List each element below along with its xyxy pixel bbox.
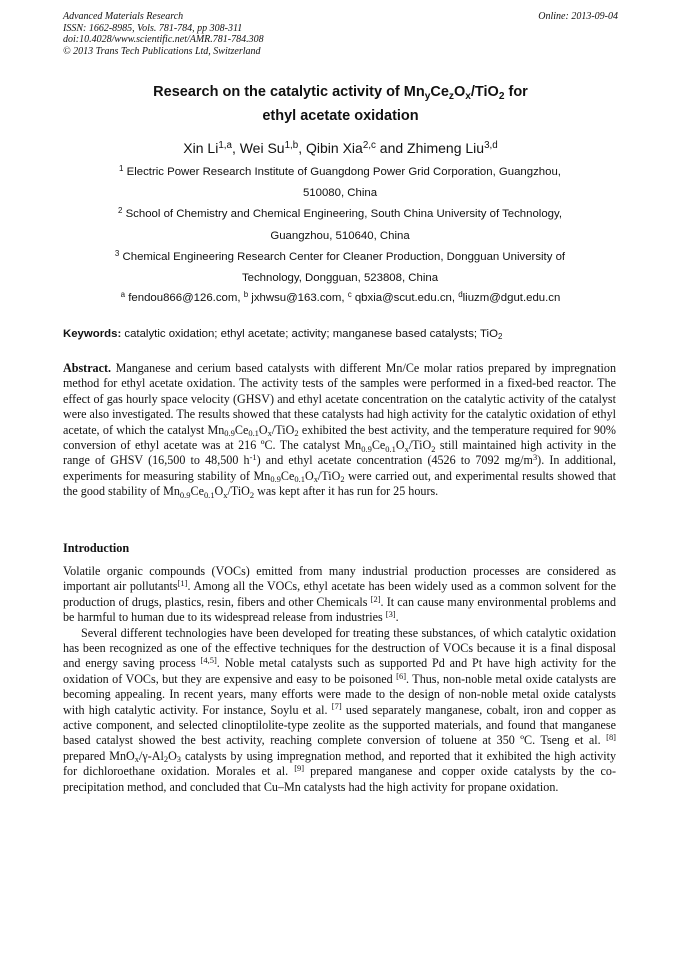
affiliation: $^2$ School of Chemistry and Chemical Engineering, South China University of Technology, (117, 206, 563, 221)
citation: [3] (385, 608, 396, 619)
citation: [2] (370, 593, 381, 604)
affiliation-cont: Guangzhou, 510640, China (270, 229, 410, 242)
section-heading-introduction: Introduction (63, 541, 130, 555)
paragraph: Volatile organic compounds (VOCs) emitted from many industrial production processes are considered as important air pollutants[1]. Among all the VOCs, ethyl acetate has been widely used as a common solvent for the production of drugs, plastics, resin, fibers and other Chemicals [2]. It can cause many environmental problems and be harmful to human due to its widespread release from industries [3]. (63, 564, 617, 625)
keywords: Keywords: catalytic oxidation; ethyl acetate; activity; manganese based catalysts; TiO$_2$ (63, 328, 503, 342)
citation: [9] (294, 763, 305, 774)
author-name: Zhimeng Liu (407, 140, 485, 156)
citation: [8] (606, 732, 616, 743)
citation: [4,5] (200, 655, 217, 666)
author-emails: $^a$ fendou866@126.com, $^b$ jxhwsu@163.com, $^c$ qbxia@scut.edu.cn, $^d$liuzm@dgut.edu.cn (120, 290, 561, 304)
abstract-label: Abstract. (63, 361, 112, 375)
paper-title (63, 80, 618, 128)
citation: [7] (331, 701, 342, 712)
affiliation-cont: 510080, China (302, 187, 378, 200)
affiliation-cont: Technology, Dongguan, 523808, China (241, 272, 439, 285)
abstract-text: Abstract. Manganese and cerium based catalysts with different Mn/Ce molar ratios prepared by impregnation method for ethyl acetate oxidation. The activity tests of the samples were performed in a fixed-bed reactor. The effect of gas hourly space velocity (GHSV) and ethyl acetate concentration on the catalytic activity of the catalyst were also investigated. The results showed that these catalysts had high activity for the catalytic oxidation of ethyl acetate, of which the catalyst $Mn_{0.9}Ce_{0.1}O_x/TiO_2$ exhibited the best activity, and the temperature required for 90% conversion of ethyl acetate was at 216 ºC. The catalyst $Mn_{0.9}Ce_{0.1}O_x/TiO_2$ still maintained high activity in the range of GHSV (16,500 to 48,500 $h^{-1}$) and ethyl acetate concentration (4526 to 7092 $mg/m^3$). In additional, experiments for measuring stability of $Mn_{0.9}Ce_{0.1}O_x/TiO_2$ were carried out, and experimental results showed that the good stability of $Mn_{0.9}Ce_{0.1}O_x/TiO_2$ was kept after it has run for 25 hours. (63, 361, 616, 500)
citation: [1] (177, 578, 188, 589)
online-date: Online: 2013-09-04 (538, 11, 618, 22)
abstract (63, 361, 616, 500)
affiliations (90, 162, 590, 289)
title-line-1: Research on the catalytic activity of $Mn_yCe_zO_x/TiO_2$ for (153, 84, 528, 103)
citation: [6] (396, 670, 407, 681)
doi-line: doi:10.4028/www.scientific.net/AMR.781-784.308 (63, 34, 264, 45)
author-name: Xin Li (183, 140, 219, 156)
issn-line: ISSN: 1662-8985, Vols. 781-784, pp 308-311 (63, 22, 243, 34)
author-list: Xin Li$^{1,a}$, Wei Su$^{1,b}$, Qibin Xia$^{2,c}$ and Zhimeng Liu$^{3,d}$ (183, 140, 498, 156)
keywords-label: Keywords: (63, 328, 122, 340)
affiliation: $^3$ Chemical Engineering Research Center for Cleaner Production, Dongguan University of (114, 248, 566, 263)
affiliation: $^1$ Electric Power Research Institute of Guangdong Power Grid Corporation, Guangzhou, (119, 164, 561, 178)
introduction-body (63, 564, 616, 795)
journal-name: Advanced Materials Research (63, 11, 184, 22)
copyright-line: © 2013 Trans Tech Publications Ltd, Switzerland (63, 45, 261, 57)
header-left (63, 11, 264, 57)
author-name: Qibin Xia (306, 140, 363, 156)
paragraph: Several different technologies have been developed for treating these substances, of which catalytic oxidation has been recognized as one of the effective techniques for the destruction of VOCs because it is a final disposal and energy saving process [4,5]. Noble metal catalysts such as supported Pd and Pt have high activity for the oxidation of VOCs, but they are expensive and easy to be poisoned [6]. Thus, non-noble metal oxide catalysts are becoming appealing. In recent years, many efforts were made to the design of non-noble metal oxide catalysts with high catalytic activity. For instance, Soylu et al. [7] used separately manganese, cobalt, iron and copper as active component, and selected clinoptilolite-type zeolite as the supported materials, and found that manganese based catalyst showed the best activity, reaching complete conversion of toluene at 350 ºC. Tseng et al. [8] prepared $MnO_x/\gamma-Al_2O_3$ catalysts by using impregnation method, and reported that it exhibited the high activity for dichloroethane oxidation. Morales et al. [9] prepared manganese and copper oxide catalysts by the co-precipitation method, and concluded that Cu–Mn catalysts had the high activity for propane oxidation. (63, 625, 616, 794)
author-name: Wei Su (239, 140, 285, 156)
title-line-2: ethyl acetate oxidation (262, 108, 419, 124)
